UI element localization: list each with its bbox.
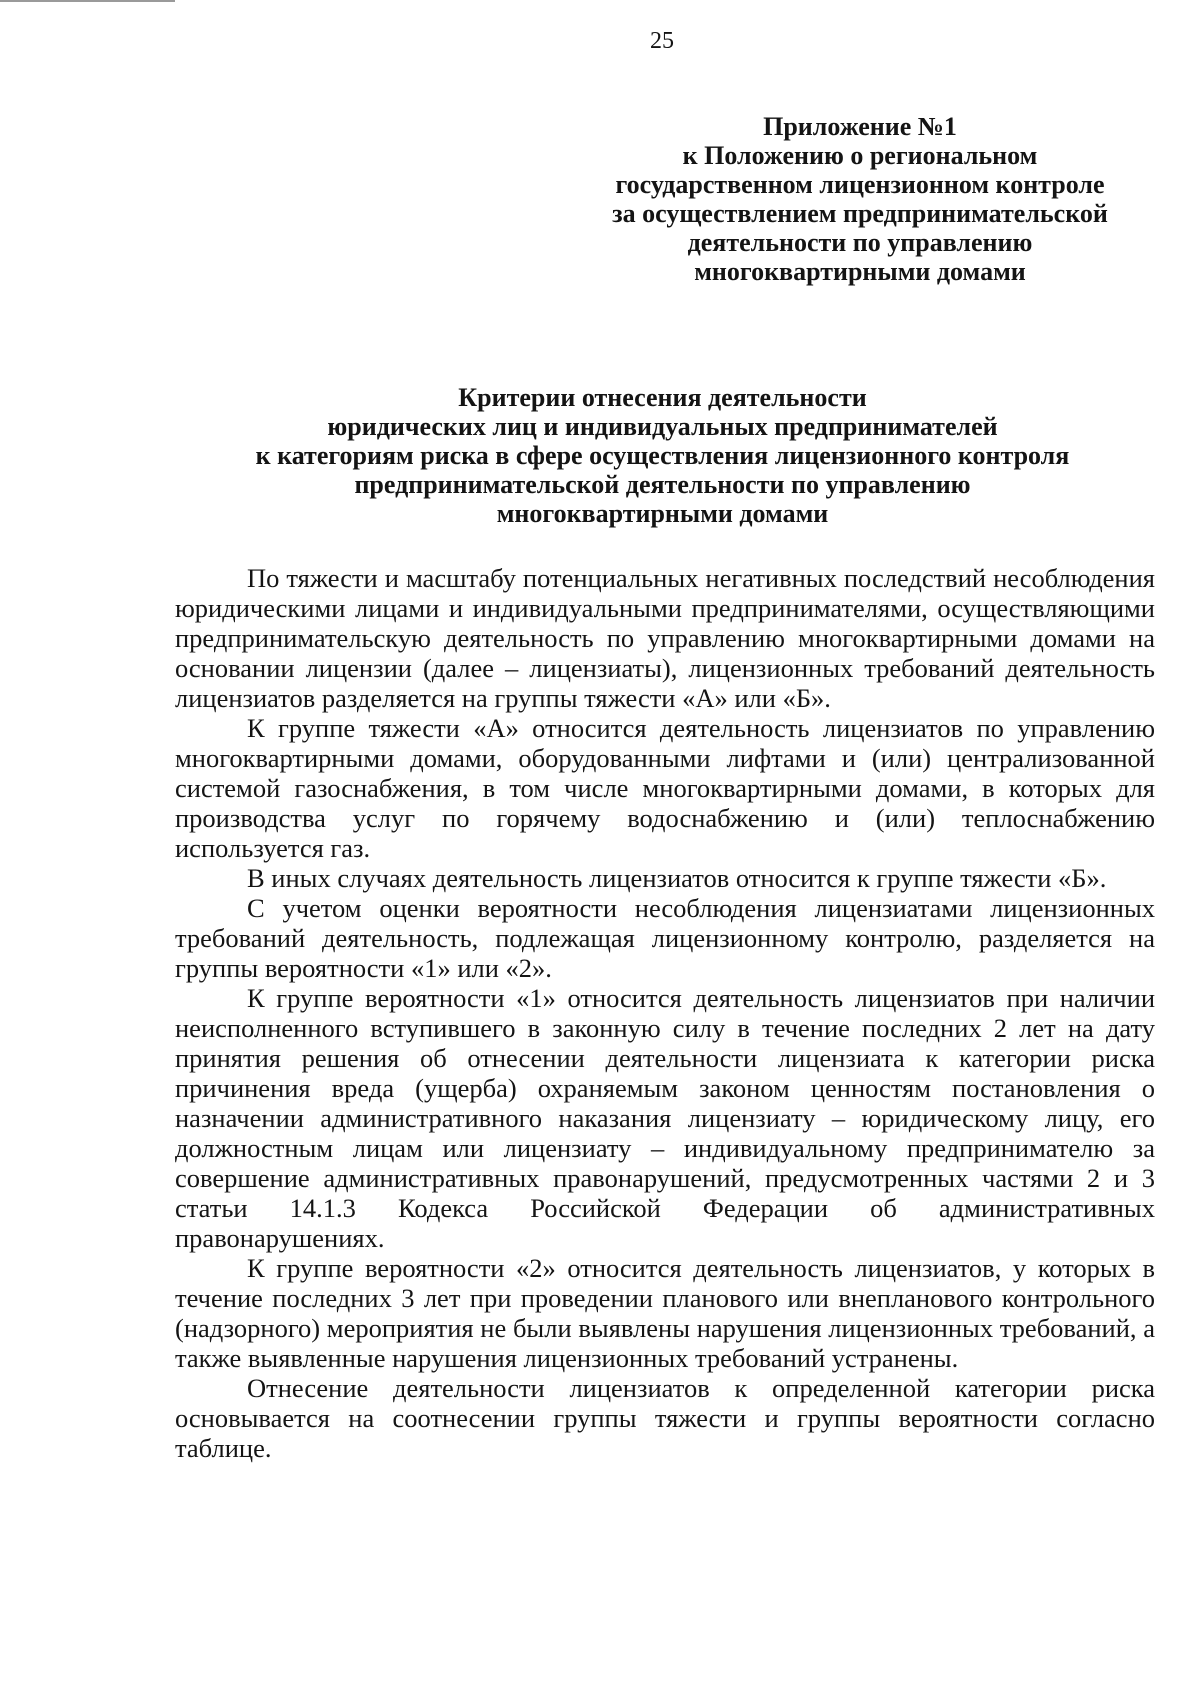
paragraph-risk-category: Отнесение деятельности лицензиатов к определенной категории риска основывается на соотнесении группы тяжести и группы вероятности согласно таблице. [175, 1373, 1155, 1463]
appendix-line: Приложение №1 [763, 112, 957, 141]
title-line: многоквартирными домами [496, 499, 829, 528]
paragraph-group-b: В иных случаях деятельность лицензиатов относится к группе тяжести «Б». [247, 863, 1107, 893]
title-line: юридических лиц и индивидуальных предпринимателей [327, 412, 998, 441]
title-line: к категориям риска в сфере осуществления лицензионного контроля [255, 441, 1070, 470]
paragraph-probability-1: К группе вероятности «1» относится деятельность лицензиатов при наличии неисполненного вступившего в законную силу в течение последних 2 лет на дату принятия решения об отнесении деятельности лицензиата к категории риска причинения вреда (ущерба) охраняемым законом ценностям постановления о назначении административного наказания лицензиату – юридическому лицу, его должностным лицам или лицензиату – индивидуальному предпринимателю за совершение административных правонарушений, предусмотренных частями 2 и 3 статьи 14.1.3 Кодекса Российской Федерации об административных правонарушениях. [175, 983, 1155, 1253]
paragraph-severity-groups: По тяжести и масштабу потенциальных негативных последствий несоблюдения юридическими лицами и индивидуальными предпринимателями, осуществляющими предпринимательскую деятельность по управлению многоквартирными домами на основании лицензии (далее – лицензиаты), лицензионных требований деятельность лицензиатов разделяется на группы тяжести «А» или «Б». [175, 563, 1155, 713]
paragraph-probability-groups: С учетом оценки вероятности несоблюдения лицензиатами лицензионных требований деятельность, подлежащая лицензионному контролю, разделяется на группы вероятности «1» или «2». [175, 893, 1155, 983]
paragraph-probability-2: К группе вероятности «2» относится деятельность лицензиатов, у которых в течение последних 3 лет при проведении планового или внепланового контрольного (надзорного) мероприятия не были выявлены нарушения лицензионных требований, а также выявленные нарушения лицензионных требований устранены. [175, 1253, 1155, 1373]
appendix-line: деятельности по управлению [687, 228, 1033, 257]
document-title [170, 383, 1155, 528]
appendix-line: многоквартирными домами [694, 257, 1026, 286]
paragraph-group-a: К группе тяжести «А» относится деятельность лицензиатов по управлению многоквартирными домами, оборудованными лифтами и (или) централизованной системой газоснабжения, в том числе многоквартирными домами, в которых для производства услуг по горячему водоснабжению и (или) теплоснабжению используется газ. [175, 713, 1155, 863]
appendix-line: за осуществлением предпринимательской [612, 199, 1108, 228]
scan-edge-line [0, 0, 175, 2]
appendix-line: к Положению о региональном [682, 141, 1038, 170]
appendix-line: государственном лицензионном контроле [615, 170, 1105, 199]
appendix-header [580, 112, 1140, 286]
page-number: 25 [650, 28, 674, 54]
title-line: предпринимательской деятельности по управлению [354, 470, 971, 499]
title-line: Критерии отнесения деятельности [458, 383, 867, 412]
document-body [175, 563, 1155, 1463]
